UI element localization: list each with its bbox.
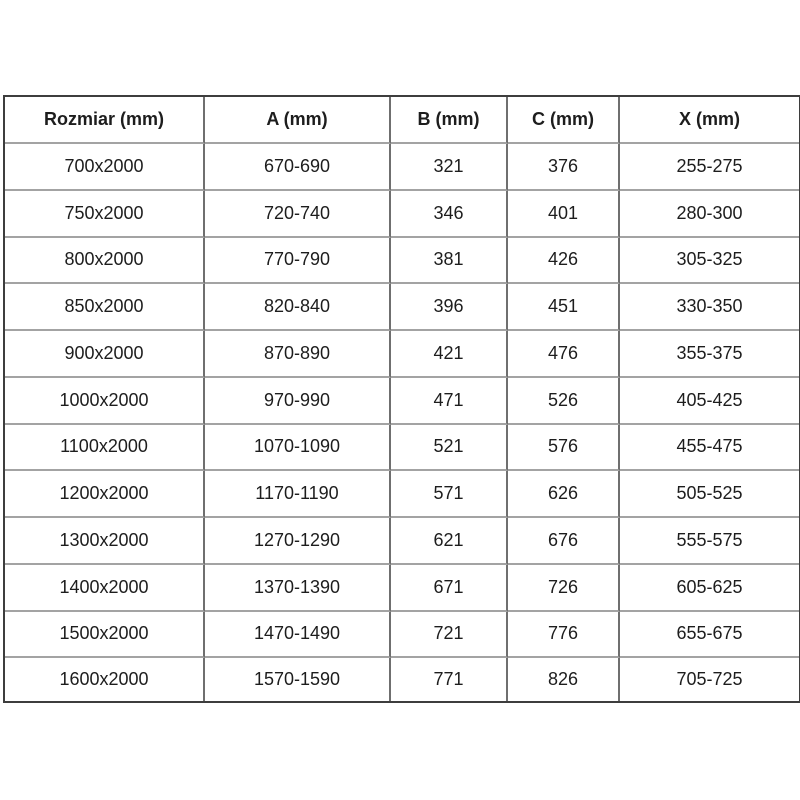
cell-x: 330-350: [620, 284, 799, 331]
cell-rozmiar: 800x2000: [5, 238, 205, 285]
cell-a: 1170-1190: [205, 471, 391, 518]
cell-rozmiar: 900x2000: [5, 331, 205, 378]
dimensions-table: [3, 95, 800, 703]
cell-x: 505-525: [620, 471, 799, 518]
cell-rozmiar: 1100x2000: [5, 425, 205, 472]
cell-c: 476: [508, 331, 620, 378]
cell-a: 1570-1590: [205, 658, 391, 701]
cell-a: 970-990: [205, 378, 391, 425]
table-row: [5, 658, 799, 701]
cell-x: 280-300: [620, 191, 799, 238]
cell-rozmiar: 1300x2000: [5, 518, 205, 565]
table-row: [5, 425, 799, 472]
table-row: [5, 518, 799, 565]
cell-x: 455-475: [620, 425, 799, 472]
cell-a: 1370-1390: [205, 565, 391, 612]
table-row: [5, 612, 799, 659]
table-body: [5, 144, 799, 701]
cell-x: 405-425: [620, 378, 799, 425]
table-row: [5, 238, 799, 285]
cell-x: 255-275: [620, 144, 799, 191]
cell-b: 321: [391, 144, 508, 191]
cell-b: 521: [391, 425, 508, 472]
cell-b: 471: [391, 378, 508, 425]
cell-c: 401: [508, 191, 620, 238]
cell-x: 655-675: [620, 612, 799, 659]
cell-b: 571: [391, 471, 508, 518]
cell-a: 1270-1290: [205, 518, 391, 565]
cell-c: 526: [508, 378, 620, 425]
cell-rozmiar: 1200x2000: [5, 471, 205, 518]
cell-c: 426: [508, 238, 620, 285]
cell-a: 870-890: [205, 331, 391, 378]
column-header-a: A (mm): [205, 97, 391, 144]
table-row: [5, 284, 799, 331]
cell-b: 671: [391, 565, 508, 612]
cell-b: 346: [391, 191, 508, 238]
cell-rozmiar: 1600x2000: [5, 658, 205, 701]
cell-c: 376: [508, 144, 620, 191]
cell-b: 621: [391, 518, 508, 565]
cell-x: 355-375: [620, 331, 799, 378]
cell-b: 396: [391, 284, 508, 331]
cell-c: 626: [508, 471, 620, 518]
cell-a: 820-840: [205, 284, 391, 331]
column-header-b: B (mm): [391, 97, 508, 144]
table-row: [5, 191, 799, 238]
cell-rozmiar: 1000x2000: [5, 378, 205, 425]
cell-b: 721: [391, 612, 508, 659]
dimensions-table-container: [3, 95, 797, 703]
cell-c: 726: [508, 565, 620, 612]
cell-c: 776: [508, 612, 620, 659]
cell-b: 771: [391, 658, 508, 701]
column-header-rozmiar: Rozmiar (mm): [5, 97, 205, 144]
cell-rozmiar: 1500x2000: [5, 612, 205, 659]
cell-x: 605-625: [620, 565, 799, 612]
header-row: [5, 97, 799, 144]
cell-rozmiar: 700x2000: [5, 144, 205, 191]
cell-a: 1070-1090: [205, 425, 391, 472]
cell-b: 381: [391, 238, 508, 285]
cell-rozmiar: 1400x2000: [5, 565, 205, 612]
cell-a: 770-790: [205, 238, 391, 285]
cell-x: 305-325: [620, 238, 799, 285]
cell-c: 576: [508, 425, 620, 472]
cell-b: 421: [391, 331, 508, 378]
table-row: [5, 144, 799, 191]
column-header-x: X (mm): [620, 97, 799, 144]
cell-a: 1470-1490: [205, 612, 391, 659]
table-row: [5, 471, 799, 518]
table-row: [5, 378, 799, 425]
cell-a: 670-690: [205, 144, 391, 191]
table-row: [5, 565, 799, 612]
cell-rozmiar: 750x2000: [5, 191, 205, 238]
cell-rozmiar: 850x2000: [5, 284, 205, 331]
cell-c: 676: [508, 518, 620, 565]
cell-c: 826: [508, 658, 620, 701]
cell-x: 555-575: [620, 518, 799, 565]
table-head: [5, 97, 799, 144]
table-row: [5, 331, 799, 378]
cell-c: 451: [508, 284, 620, 331]
column-header-c: C (mm): [508, 97, 620, 144]
cell-a: 720-740: [205, 191, 391, 238]
cell-x: 705-725: [676, 669, 743, 690]
